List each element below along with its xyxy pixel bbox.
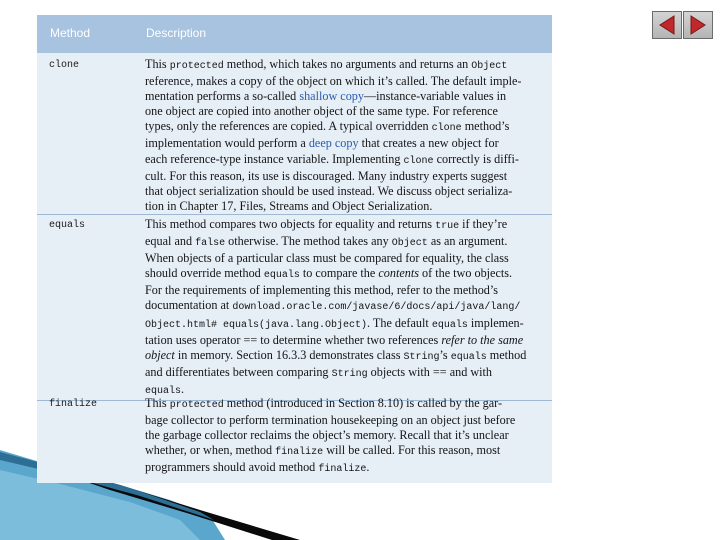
text-fragment: correctly is diffi- xyxy=(433,151,519,166)
text-fragment: —instance-variable values in xyxy=(363,89,507,104)
description-line xyxy=(145,251,543,266)
text-fragment: method xyxy=(486,347,527,362)
code-fragment: false xyxy=(195,238,226,250)
text-fragment: of the two objects. xyxy=(418,266,513,281)
description-line xyxy=(145,74,543,89)
text-fragment: mentation performs a so-called xyxy=(145,89,300,104)
code-fragment: Object xyxy=(471,61,508,72)
description-line xyxy=(145,365,543,382)
text-fragment: method’s xyxy=(461,119,510,134)
code-fragment: finalize xyxy=(275,447,324,459)
description-line xyxy=(145,89,543,104)
text-fragment: bage collector to perform termination housekeeping on an object just before xyxy=(145,413,516,428)
object-methods-table xyxy=(37,15,552,483)
text-fragment: object xyxy=(145,347,175,362)
previous-slide-button[interactable] xyxy=(652,11,682,39)
text-fragment: implementation would perform a xyxy=(145,136,309,151)
description-line xyxy=(145,217,543,234)
code-fragment: protected xyxy=(169,61,224,72)
column-header-description: Description xyxy=(146,26,207,40)
table-header xyxy=(37,15,552,53)
text-fragment: one object are copied into another object of the same type. For reference xyxy=(145,104,498,119)
text-fragment: that object serialization should be used instead. We discuss object serializa- xyxy=(145,183,513,198)
description-line xyxy=(145,316,543,333)
text-fragment: ’s xyxy=(439,347,451,362)
code-fragment: equals xyxy=(263,270,300,282)
description-line xyxy=(145,119,543,136)
description-line xyxy=(145,104,543,119)
text-fragment: objects with == and with xyxy=(367,364,493,379)
text-fragment: . xyxy=(366,460,370,475)
row-divider xyxy=(37,214,552,215)
triangle-left-icon xyxy=(653,12,681,38)
code-fragment: String xyxy=(331,368,368,380)
description-line xyxy=(145,460,543,477)
text-fragment: . xyxy=(181,381,185,396)
text-fragment: will be called. For this reason, most xyxy=(323,443,501,458)
description-line xyxy=(145,396,543,413)
text-fragment: . The default xyxy=(367,315,432,330)
code-fragment: Object.html# equals(java.lang.Object) xyxy=(145,319,368,331)
method-name-equals: equals xyxy=(49,220,86,231)
description-line xyxy=(145,199,543,214)
description-line xyxy=(145,57,543,74)
text-fragment: each reference-type instance variable. Implementing xyxy=(145,151,404,166)
text-fragment: implemen- xyxy=(467,315,524,330)
description-line xyxy=(145,428,543,443)
code-fragment: finalize xyxy=(318,464,367,476)
description-line xyxy=(145,169,543,184)
text-fragment: This method compares two objects for equality and returns xyxy=(145,217,436,231)
text-fragment: programmers should avoid method xyxy=(145,460,319,475)
code-fragment: equals xyxy=(431,319,468,331)
text-fragment: whether, or when, method xyxy=(145,443,276,458)
description-line xyxy=(145,298,543,315)
text-fragment: otherwise. The method takes any xyxy=(225,234,392,249)
description-equals xyxy=(145,217,543,399)
column-header-method: Method xyxy=(50,26,91,40)
text-fragment: should override method xyxy=(145,266,264,281)
code-fragment: equals xyxy=(145,385,182,397)
text-fragment: This xyxy=(145,57,170,71)
code-fragment: clone xyxy=(431,123,462,135)
description-line xyxy=(145,152,543,169)
text-fragment: tion in Chapter 17, Files, Streams and Object Serialization. xyxy=(145,198,433,213)
description-line xyxy=(145,266,543,283)
text-fragment: the garbage collector reclaims the object’s memory. Recall that it’s unclear xyxy=(145,428,509,443)
description-clone xyxy=(145,57,543,214)
code-fragment: equals xyxy=(450,351,487,363)
description-line xyxy=(145,136,543,151)
text-fragment: tation uses operator == to determine whether two references xyxy=(145,332,442,347)
term-link: shallow copy xyxy=(299,89,364,104)
text-fragment: as an argument. xyxy=(427,234,508,249)
text-fragment: When objects of a particular class must be compared for equality, the class xyxy=(145,251,509,266)
description-line xyxy=(145,333,543,348)
code-fragment: Object xyxy=(391,238,428,250)
description-line xyxy=(145,443,543,460)
description-line xyxy=(145,283,543,298)
text-fragment: cult. For this reason, its use is discouraged. Many industry experts suggest xyxy=(145,168,508,183)
text-fragment: refer to the same xyxy=(441,332,524,347)
description-line xyxy=(145,234,543,251)
code-fragment: String xyxy=(403,351,440,363)
text-fragment: documentation at xyxy=(145,298,233,313)
next-slide-button[interactable] xyxy=(683,11,713,39)
text-fragment: equal and xyxy=(145,234,196,249)
text-fragment: This xyxy=(145,396,170,410)
text-fragment: to compare the xyxy=(299,266,379,281)
term-link: deep copy xyxy=(308,136,359,151)
triangle-right-icon xyxy=(684,12,712,38)
text-fragment: method, which takes no arguments and returns an xyxy=(223,57,472,71)
text-fragment: if they’re xyxy=(459,217,508,231)
code-fragment: clone xyxy=(403,155,434,167)
code-fragment: protected xyxy=(169,400,224,411)
method-name-clone: clone xyxy=(49,60,80,71)
code-fragment: download.oracle.com/javase/6/docs/api/java/lang/ xyxy=(232,302,521,314)
text-fragment: in memory. Section 16.3.3 demonstrates class xyxy=(174,347,404,362)
text-fragment: method (introduced in Section 8.10) is called by the gar- xyxy=(223,396,503,410)
text-fragment: types, only the references are copied. A typical overridden xyxy=(145,119,432,134)
description-line xyxy=(145,413,543,428)
text-fragment: that creates a new object for xyxy=(358,136,499,151)
text-fragment: and differentiates between comparing xyxy=(145,364,332,379)
description-line xyxy=(145,184,543,199)
method-name-finalize: finalize xyxy=(49,399,98,410)
description-line xyxy=(145,348,543,365)
text-fragment: reference, makes a copy of the object on which it’s called. The default imple- xyxy=(145,74,522,89)
text-fragment: contents xyxy=(378,266,419,281)
code-fragment: true xyxy=(435,221,460,232)
text-fragment: For the requirements of implementing this method, refer to the method’s xyxy=(145,283,499,298)
description-finalize xyxy=(145,396,543,477)
